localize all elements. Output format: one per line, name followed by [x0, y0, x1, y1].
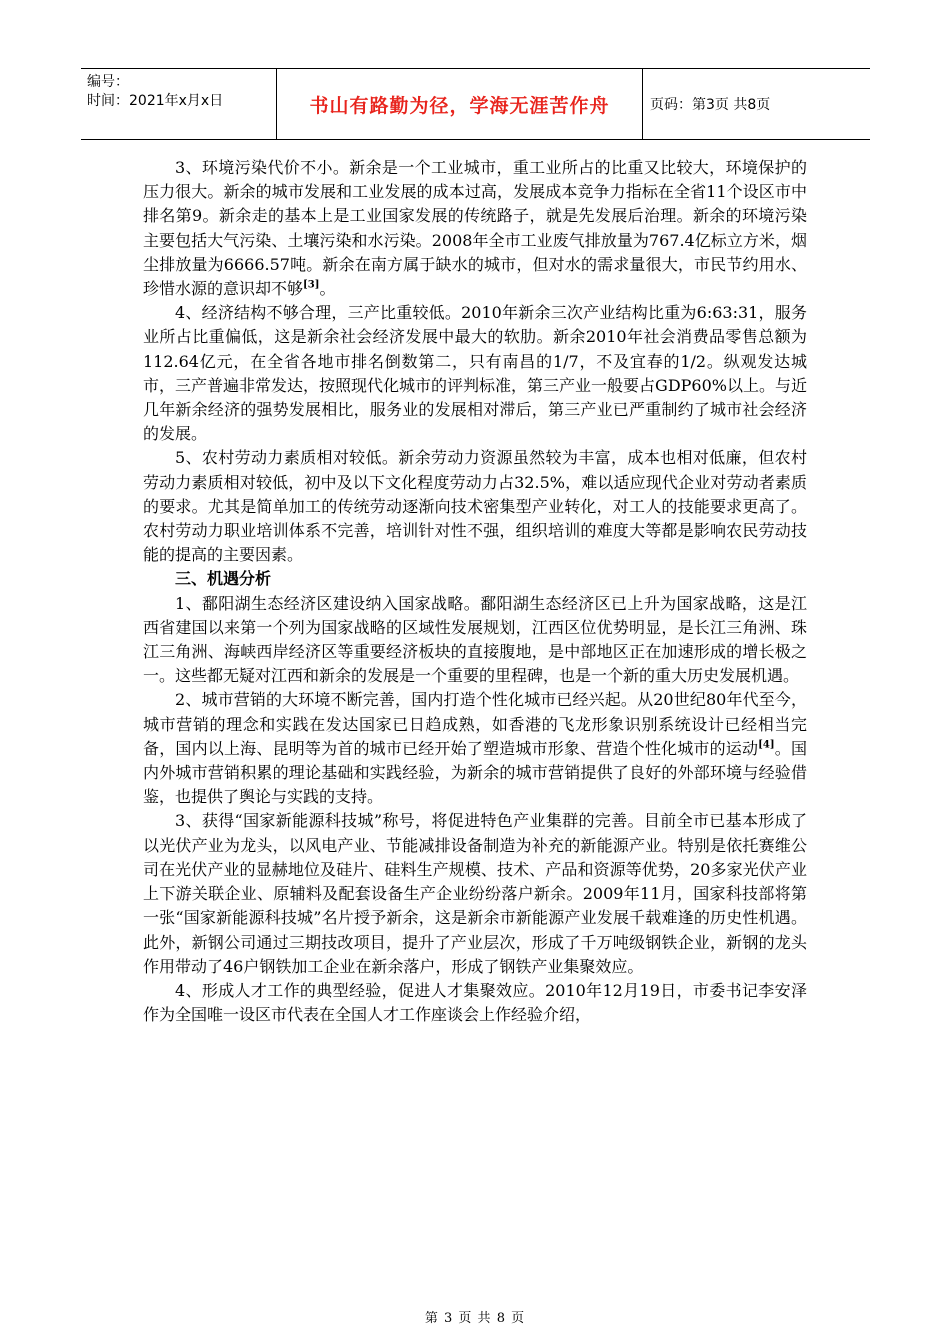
doc-number-label: 编号： [87, 74, 129, 90]
paragraph: 3、获得“国家新能源科技城”称号，将促进特色产业集群的完善。目前全市已基本形成了以光伏产业为龙头，以风电产业、节能减排设备制造为补充的新能源产业。特别是依托赛维公司在光伏产业的显赫地位及硅片、硅料生产规模、技术、产品和资源等优势，20多家光伏产业上下游关联企业、原辅料及配套设备生产企业纷纷落户新余。2009年11月，国家科技部将第一张“国家新能源科技城”名片授予新余，这是新余市新能源产业发展千载难逢的历史性机遇。此外，新钢公司通过三期技改项目，提升了产业层次，形成了千万吨级钢铁企业，新钢的龙头作用带动了46户钢铁加工企业在新余落户，形成了钢铁产业集聚效应。 [143, 811, 807, 976]
paragraph: 4、经济结构不够合理，三产比重较低。2010年新余三次产业结构比重为6:63:31，服务业所占比重偏低，这是新余社会经济发展中最大的软肋。新余2010年社会消费品零售总额为112.64亿元，在全省各地市排名倒数第二，只有南昌的1/7，不及宜春的1/2。纵观发达城市，三产普遍非常发达，按照现代化城市的评判标准，第三产业一般要占GDP60%以上。与近几年新余经济的强势发展相比，服务业的发展相对滞后，第三产业已严重制约了城市社会经济的发展。 [143, 303, 807, 444]
page-footer: 第 3 页 共 8 页 [424, 1311, 526, 1326]
section-heading: 三、机遇分析 [175, 569, 272, 589]
citation-ref: [3] [303, 279, 320, 291]
date-label: 时间：2021年x月x日 [87, 93, 224, 109]
paragraph: 4、形成人才工作的典型经验，促进人才集聚效应。2010年12月19日，市委书记李安泽作为全国唯一设区市代表在全国人才工作座谈会上作经验介绍， [143, 980, 807, 1025]
paragraph: 1、鄱阳湖生态经济区建设纳入国家战略。鄱阳湖生态经济区已上升为国家战略，这是江西省建国以来第一个列为国家战略的区域性发展规划，江西区位优势明显，是长江三角洲、珠江三角洲、海峡西岸经济区等重要经济板块的直接腹地，是中部地区正在加速形成的增长极之一。这些都无疑对江西和新余的发展是一个重要的里程碑，也是一个新的重大历史发展机遇。 [143, 593, 807, 686]
document-body [143, 156, 807, 1027]
paragraph: 2、城市营销的大环境不断完善，国内打造个性化城市已经兴起。从20世纪80年代至今，城市营销的理念和实践在发达国家已日趋成熟，如香港的飞龙形象识别系统设计已经相当完备，国内以上海、昆明等为首的城市已经开始了塑造城市形象、营造个性化城市的运动[4]。国内外城市营销积累的理论基础和实践经验，为新余的城市营销提供了良好的外部环境与经验借鉴，也提供了舆论与实践的支持。 [143, 690, 807, 807]
header-page-number: 页码：第3页 共8页 [650, 97, 771, 113]
paragraph: 5、农村劳动力素质相对较低。新余劳动力资源虽然较为丰富，成本也相对低廉，但农村劳动力素质相对较低，初中及以下文化程度劳动力占32.5%，难以适应现代企业对劳动者素质的要求。尤其是简单加工的传统劳动逐渐向技术密集型产业转化，对工人的技能要求更高了。农村劳动力职业培训体系不完善，培训针对性不强，组织培训的难度大等都是影响农民劳动技能的提高的主要因素。 [143, 448, 807, 565]
citation-ref: [4] [758, 739, 775, 751]
header-table [81, 68, 870, 140]
header-motto: 书山有路勤为径，学海无涯苦作舟 [277, 69, 643, 139]
header-meta-cell [81, 69, 277, 139]
paragraph: 3、环境污染代价不小。新余是一个工业城市，重工业所占的比重又比较大，环境保护的压力很大。新余的城市发展和工业发展的成本过高，发展成本竞争力指标在全省11个设区市中排名第9。新余走的基本上是工业国家发展的传统路子，就是先发展后治理。新余的环境污染主要包括大气污染、土壤污染和水污染。2008年全市工业废气排放量为767.4亿标立方米，烟尘排放量为6666.57吨。新余在南方属于缺水的城市，但对水的需求量很大，市民节约用水、珍惜水源的意识却不够[3]。 [143, 158, 807, 299]
